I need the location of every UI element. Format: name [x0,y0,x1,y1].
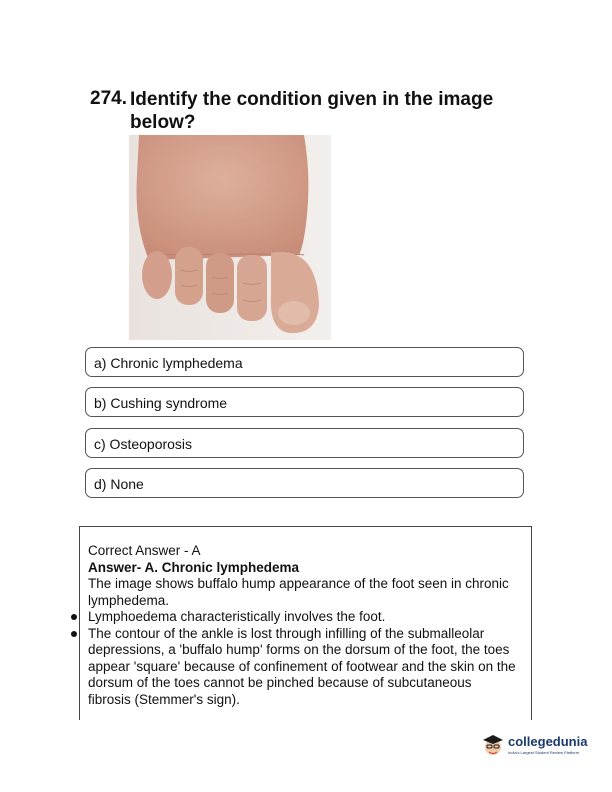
logo-name: collegedunia [508,734,588,749]
foot-photo [129,135,331,340]
bullet-text: Lymphoedema characteristically involves the foot. [88,609,386,624]
question-text: Identify the condition given in the image below? [130,89,494,133]
option-a[interactable]: a) Chronic lymphedema [85,347,524,377]
correct-answer-line: Correct Answer - A [88,543,201,558]
option-c[interactable]: c) Osteoporosis [85,428,524,458]
option-d[interactable]: d) None [85,468,524,498]
graduate-icon [480,732,506,758]
bullet-text: The contour of the ankle is lost through infilling of the submalleolar depressions, a 'buffalo hump' forms on the dorsum of the foot, the toes appear 'square' because of confinement of footwear and the skin on the dorsum of the toes cannot be pinched because of subcutaneous fibrosis (Stemmer's sign). [88,625,516,707]
answer-box [79,526,532,720]
bullet-item [88,609,518,626]
bullet-icon [71,614,77,620]
question-number: 274. [90,88,127,109]
bullet-icon [71,631,77,637]
answer-intro: The image shows buffalo hump appearance of the foot seen in chronic lymphedema. [88,576,509,608]
answer-content [88,543,518,708]
bullet-item [88,626,518,709]
answer-heading: Answer- A. Chronic lymphedema [88,559,300,575]
option-b[interactable]: b) Cushing syndrome [85,387,524,417]
collegedunia-logo [480,730,600,760]
logo-tagline: India's Largest Student Review Platform [508,750,580,755]
